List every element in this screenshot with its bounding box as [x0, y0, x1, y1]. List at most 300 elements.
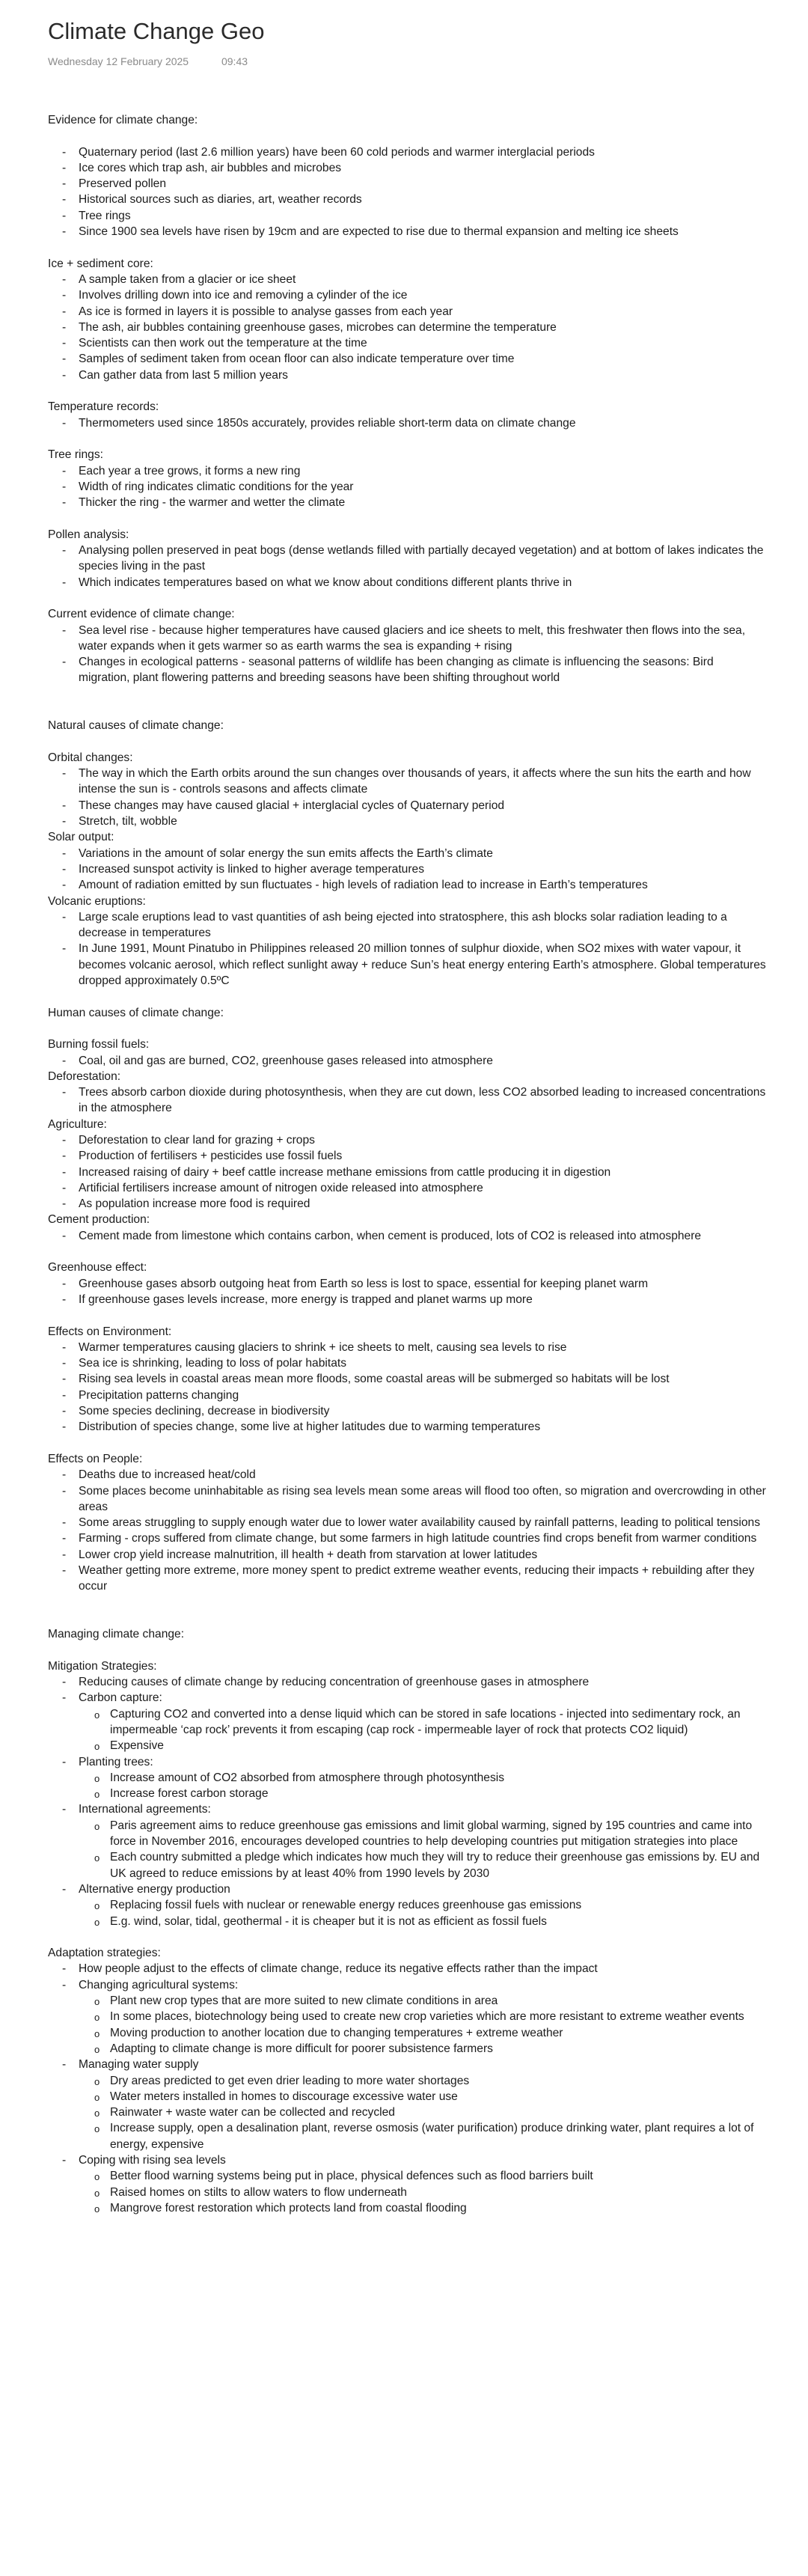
list-item-text: Some places become uninhabitable as rising sea levels mean some areas will flood too often, so migration and overcrowding in other areas: [79, 1484, 766, 1513]
list-item: [48, 543, 766, 575]
list-item: [48, 1355, 766, 1371]
list-item: [48, 495, 766, 510]
list-item: [48, 1403, 766, 1419]
sub-list-item-text: Increase supply, open a desalination plant, reverse osmosis (water purification) produce drinking water, plant requires a lot of energy, expensive: [110, 2122, 754, 2151]
list-item-text: Deforestation to clear land for grazing + crops: [79, 1134, 315, 1147]
section-heading: Natural causes of climate change:: [48, 719, 224, 733]
list-item-text: As population increase more food is required: [79, 1197, 310, 1211]
sub-list-item-text: E.g. wind, solar, tidal, geothermal - it is cheaper but it is not as efficient as fossil fuels: [110, 1914, 547, 1928]
blank-line: [48, 1244, 766, 1260]
section-heading: Deforestation:: [48, 1069, 121, 1083]
blank-line: [48, 686, 766, 702]
dash-bullet-icon: -: [62, 1134, 67, 1147]
list-item-text: Changing agricultural systems:: [79, 1978, 239, 1991]
bullet-list: [48, 1276, 766, 1308]
circle-bullet-icon: o: [94, 1852, 100, 1864]
list-item: [48, 1977, 766, 2057]
circle-bullet-icon: o: [94, 2027, 100, 2039]
note-body[interactable]: [48, 112, 766, 2216]
circle-bullet-icon: o: [94, 1789, 100, 1801]
list-item-text: Variations in the amount of solar energy the sun emits affects the Earth’s climate: [79, 846, 493, 860]
list-item: [48, 1515, 766, 1530]
blank-line: [48, 1643, 766, 1658]
list-item-text: Tree rings: [79, 209, 131, 222]
list-item: [48, 1674, 766, 1690]
dash-bullet-icon: -: [62, 1292, 67, 1306]
blank-line: [48, 1595, 766, 1611]
bullet-list: [48, 272, 766, 383]
list-item-text: Samples of sediment taken from ocean floor can also indicate temperature over time: [79, 352, 515, 366]
list-item: [48, 1563, 766, 1595]
dash-bullet-icon: -: [62, 209, 67, 222]
dash-bullet-icon: -: [62, 193, 67, 207]
bullet-list: [48, 1132, 766, 1212]
list-item: [48, 1801, 766, 1881]
list-item: [48, 320, 766, 335]
list-item: [48, 846, 766, 861]
dash-bullet-icon: -: [62, 1548, 67, 1561]
sub-bullet-list: [79, 1993, 766, 2057]
dash-bullet-icon: -: [62, 368, 67, 382]
list-item-text: Alternative energy production: [79, 1882, 230, 1896]
list-item: [48, 1165, 766, 1180]
list-item-text: The way in which the Earth orbits around the sun changes over thousands of years, it affects where the sun hits the earth and how intense the sun is - controls seasons and affects climate: [79, 767, 751, 796]
section-heading: Tree rings:: [48, 448, 103, 462]
list-item: [48, 208, 766, 224]
list-item-text: Large scale eruptions lead to vast quantities of ash being ejected into stratosphere, this ash blocks solar radiation leading to a decrease in temperatures: [79, 910, 727, 940]
bullet-list: [48, 1228, 766, 1244]
list-item-text: Ice cores which trap ash, air bubbles and microbes: [79, 161, 342, 174]
section-heading: Adaptation strategies:: [48, 1947, 161, 1960]
list-item: [48, 463, 766, 479]
dash-bullet-icon: -: [62, 879, 67, 892]
list-item: [48, 575, 766, 590]
sub-list-item: [79, 1849, 766, 1881]
sub-list-item: [79, 1738, 766, 1754]
dash-bullet-icon: -: [62, 1388, 67, 1402]
section-heading: Cement production:: [48, 1213, 150, 1227]
sub-list-item-text: Paris agreement aims to reduce greenhouse gas emissions and limit global warming, signed by 195 countries and came into force in November 2016, encourages developed countries to help developing countries put mitigation strategies into place: [110, 1819, 753, 1849]
sub-bullet-list: [79, 1897, 766, 1929]
circle-bullet-icon: o: [94, 1741, 100, 1753]
sub-bullet-list: [79, 1770, 766, 1802]
dash-bullet-icon: -: [62, 1691, 67, 1705]
sub-list-item-text: Rainwater + waste water can be collected and recycled: [110, 2106, 395, 2119]
blank-line: [48, 510, 766, 526]
sub-list-item-text: Expensive: [110, 1739, 164, 1753]
list-item-text: International agreements:: [79, 1803, 211, 1816]
list-item: [48, 1053, 766, 1069]
list-item-text: Precipitation patterns changing: [79, 1388, 239, 1402]
list-item-text: Warmer temperatures causing glaciers to shrink + ice sheets to melt, causing sea levels to rise: [79, 1340, 567, 1354]
list-item: [48, 1196, 766, 1212]
blank-line: [48, 1435, 766, 1451]
list-item-text: A sample taken from a glacier or ice sheet: [79, 272, 296, 286]
list-item-text: Involves drilling down into ice and removing a cylinder of the ice: [79, 289, 408, 302]
sub-list-item-text: Plant new crop types that are more suited to new climate conditions in area: [110, 1994, 498, 2008]
list-item-text: Trees absorb carbon dioxide during photosynthesis, when they are cut down, less CO2 absorbed leading to increased concentrations in the atmosphere: [79, 1086, 766, 1115]
circle-bullet-icon: o: [94, 2203, 100, 2215]
list-item: [48, 1276, 766, 1292]
dash-bullet-icon: -: [62, 1373, 67, 1386]
dash-bullet-icon: -: [62, 846, 67, 860]
sub-list-item: [79, 2185, 766, 2200]
list-item-text: Width of ring indicates climatic conditions for the year: [79, 480, 354, 493]
sub-list-item: [79, 2168, 766, 2184]
list-item: [48, 798, 766, 814]
bullet-list: [48, 1053, 766, 1069]
list-item: [48, 909, 766, 941]
list-item-text: Thermometers used since 1850s accurately, provides reliable short-term data on climate change: [79, 416, 576, 430]
sub-list-item: [79, 2200, 766, 2216]
sub-list-item: [79, 1993, 766, 2009]
dash-bullet-icon: -: [62, 1962, 67, 1976]
list-item: [48, 1419, 766, 1435]
list-item-text: Which indicates temperatures based on what we know about conditions different plants thrive in: [79, 576, 572, 589]
sub-list-item-text: Water meters installed in homes to discourage excessive water use: [110, 2090, 458, 2103]
list-item-text: Coping with rising sea levels: [79, 2154, 226, 2167]
section-heading: Current evidence of climate change:: [48, 608, 235, 621]
list-item-text: Reducing causes of climate change by reducing concentration of greenhouse gases in atmosphere: [79, 1676, 590, 1689]
sub-bullet-list: [79, 2168, 766, 2216]
list-item: [48, 1148, 766, 1164]
dash-bullet-icon: -: [62, 1340, 67, 1354]
dash-bullet-icon: -: [62, 2058, 67, 2072]
dash-bullet-icon: -: [62, 656, 67, 669]
sub-list-item-text: Capturing CO2 and converted into a dense liquid which can be stored in safe locations - injected into sedimentary rock, an impermeable ‘cap rock’ prevents it from escaping (cap rock - impermeable layer of rock that protects CO2 liquid): [110, 1707, 741, 1736]
list-item: [48, 2152, 766, 2216]
list-item-text: How people adjust to the effects of climate change, reduce its negative effects rather than the impact: [79, 1962, 598, 1976]
section-heading: Volcanic eruptions:: [48, 894, 146, 908]
list-item: [48, 766, 766, 798]
dash-bullet-icon: -: [62, 145, 67, 159]
blank-line: [48, 1611, 766, 1626]
section-heading: Effects on Environment:: [48, 1325, 172, 1338]
list-item: [48, 144, 766, 160]
sub-list-item-text: Moving production to another location due to changing temperatures + extreme weather: [110, 2026, 563, 2039]
circle-bullet-icon: o: [94, 2108, 100, 2119]
section-heading: Human causes of climate change:: [48, 1006, 224, 1019]
list-item-text: Distribution of species change, some live at higher latitudes due to warming temperatures: [79, 1420, 541, 1434]
dash-bullet-icon: -: [62, 1054, 67, 1067]
sub-list-item-text: Increase amount of CO2 absorbed from atmosphere through photosynthesis: [110, 1771, 505, 1784]
section-heading: Temperature records:: [48, 400, 159, 414]
sub-list-item-text: Dry areas predicted to get even drier leading to more water shortages: [110, 2074, 470, 2087]
section-heading: Ice + sediment core:: [48, 257, 153, 270]
list-item-text: Farming - crops suffered from climate change, but some farmers in high latitude countries find crops benefit from warmer conditions: [79, 1532, 757, 1545]
list-item-text: Analysing pollen preserved in peat bogs (dense wetlands filled with partially decayed vegetation) and at bottom of lakes indicates the species living in the past: [79, 544, 764, 573]
section-heading: Effects on People:: [48, 1452, 143, 1465]
list-item-text: Since 1900 sea levels have risen by 19cm and are expected to rise due to thermal expansion and melting ice sheets: [79, 225, 679, 239]
dash-bullet-icon: -: [62, 1468, 67, 1482]
list-item: [48, 351, 766, 367]
dash-bullet-icon: -: [62, 1420, 67, 1434]
list-item: [48, 1180, 766, 1196]
dash-bullet-icon: -: [62, 910, 67, 924]
list-item: [48, 877, 766, 893]
dash-bullet-icon: -: [62, 623, 67, 637]
list-item-text: Lower crop yield increase malnutrition, ill health + death from starvation at lower latitudes: [79, 1548, 538, 1561]
list-item: [48, 415, 766, 431]
section-heading: Agriculture:: [48, 1117, 107, 1131]
sub-list-item: [79, 2073, 766, 2089]
bullet-list: [48, 846, 766, 894]
circle-bullet-icon: o: [94, 1916, 100, 1928]
dash-bullet-icon: -: [62, 576, 67, 589]
dash-bullet-icon: -: [62, 352, 67, 366]
bullet-list: [48, 543, 766, 590]
bullet-list: [48, 909, 766, 989]
dash-bullet-icon: -: [62, 337, 67, 350]
bullet-list: [48, 1961, 766, 2216]
sub-list-item-text: Increase forest carbon storage: [110, 1787, 269, 1801]
bullet-list: [48, 1340, 766, 1435]
list-item: [48, 1690, 766, 1754]
list-item-text: Historical sources such as diaries, art, weather records: [79, 193, 362, 207]
sub-list-item-text: Better flood warning systems being put in place, physical defences such as flood barriers built: [110, 2170, 593, 2183]
list-item-text: Artificial fertilisers increase amount of nitrogen oxide released into atmosphere: [79, 1181, 483, 1194]
list-item-text: Can gather data from last 5 million years: [79, 368, 288, 382]
list-item-text: Scientists can then work out the temperature at the time: [79, 337, 367, 350]
dash-bullet-icon: -: [62, 1405, 67, 1418]
bullet-list: [48, 1674, 766, 1929]
list-item-text: These changes may have caused glacial + interglacial cycles of Quaternary period: [79, 799, 505, 812]
list-item: [48, 272, 766, 287]
bullet-list: [48, 1084, 766, 1117]
list-item: [48, 1388, 766, 1403]
list-item-text: Coal, oil and gas are burned, CO2, greenhouse gases released into atmosphere: [79, 1054, 493, 1067]
sub-list-item: [79, 2009, 766, 2024]
blank-line: [48, 702, 766, 718]
list-item-text: Managing water supply: [79, 2058, 199, 2072]
blank-line: [48, 239, 766, 255]
list-item: [48, 335, 766, 351]
bullet-list: [48, 623, 766, 686]
section-heading: Managing climate change:: [48, 1628, 185, 1641]
dash-bullet-icon: -: [62, 1532, 67, 1545]
dash-bullet-icon: -: [62, 1978, 67, 1991]
sub-list-item: [79, 1897, 766, 1913]
list-item: [48, 814, 766, 829]
dash-bullet-icon: -: [62, 767, 67, 781]
dash-bullet-icon: -: [62, 1181, 67, 1194]
list-item-text: Quaternary period (last 2.6 million years) have been 60 cold periods and warmer interglacial periods: [79, 145, 595, 159]
list-item: [48, 479, 766, 495]
circle-bullet-icon: o: [94, 2012, 100, 2024]
sub-list-item: [79, 2041, 766, 2057]
list-item: [48, 1132, 766, 1148]
sub-bullet-list: [79, 1818, 766, 1881]
sub-list-item: [79, 2120, 766, 2152]
sub-list-item: [79, 1818, 766, 1850]
sub-list-item: [79, 1706, 766, 1739]
dash-bullet-icon: -: [62, 1277, 67, 1290]
note-date: Wednesday 12 February 2025: [48, 55, 189, 67]
list-item: [48, 623, 766, 655]
dash-bullet-icon: -: [62, 177, 67, 191]
dash-bullet-icon: -: [62, 799, 67, 812]
dash-bullet-icon: -: [62, 1357, 67, 1370]
sub-list-item-text: Each country submitted a pledge which indicates how much they will try to reduce their greenhouse gas emissions by. EU and UK agreed to reduce emissions by at least 40% from 1990 levels by 2030: [110, 1851, 760, 1880]
dash-bullet-icon: -: [62, 862, 67, 876]
section-heading: Orbital changes:: [48, 751, 133, 764]
circle-bullet-icon: o: [94, 1900, 100, 1912]
list-item: [48, 1084, 766, 1117]
list-item-text: If greenhouse gases levels increase, more energy is trapped and planet warms up more: [79, 1292, 533, 1306]
section-heading: Evidence for climate change:: [48, 114, 198, 126]
sub-list-item: [79, 2089, 766, 2105]
list-item-text: Increased raising of dairy + beef cattle increase methane emissions from cattle producing it in digestion: [79, 1165, 611, 1179]
list-item: [48, 2057, 766, 2152]
list-item-text: Production of fertilisers + pesticides use fossil fuels: [79, 1150, 343, 1163]
list-item-text: In June 1991, Mount Pinatubo in Philippines released 20 million tonnes of sulphur dioxide, when SO2 mixes with water vapour, it becomes volcanic aerosol, which reflect sunlight away + reduce Sun’s heat energy entering Earth’s atmosphere. Global temperatures dropped approximately 0.5ºC: [79, 942, 766, 988]
dash-bullet-icon: -: [62, 942, 67, 956]
blank-line: [48, 734, 766, 750]
list-item-text: Each year a tree grows, it forms a new ring: [79, 464, 301, 477]
dash-bullet-icon: -: [62, 1803, 67, 1816]
section-heading: Pollen analysis:: [48, 528, 129, 541]
list-item-text: The ash, air bubbles containing greenhouse gases, microbes can determine the temperature: [79, 320, 557, 334]
sub-bullet-list: [79, 1706, 766, 1754]
list-item: [48, 1292, 766, 1307]
list-item: [48, 367, 766, 383]
list-item: [48, 1547, 766, 1563]
sub-list-item: [79, 1914, 766, 1929]
list-item: [48, 1530, 766, 1546]
list-item-text: Rising sea levels in coastal areas mean more floods, some coastal areas will be submerged so habitats will be lost: [79, 1373, 670, 1386]
list-item-text: Sea level rise - because higher temperatures have caused glaciers and ice sheets to melt, this freshwater then flows into the sea, water expands when it gets warmer so as earth warms the sea is expanding + rising: [79, 623, 746, 653]
blank-line: [48, 989, 766, 1004]
list-item-text: Changes in ecological patterns - seasonal patterns of wildlife has been changing as climate is influencing the seasons: Bird migration, plant flowering patterns and breeding seasons have been shifting throughout world: [79, 656, 714, 685]
section-heading: Mitigation Strategies:: [48, 1659, 157, 1673]
list-item: [48, 861, 766, 877]
dash-bullet-icon: -: [62, 544, 67, 558]
dash-bullet-icon: -: [62, 1086, 67, 1099]
list-item-text: Weather getting more extreme, more money spent to predict extreme weather events, reducing their impacts + rebuilding after they occur: [79, 1564, 755, 1593]
sub-list-item-text: Mangrove forest restoration which protects land from coastal flooding: [110, 2201, 467, 2215]
dash-bullet-icon: -: [62, 1197, 67, 1211]
circle-bullet-icon: o: [94, 2123, 100, 2135]
dash-bullet-icon: -: [62, 1229, 67, 1242]
list-item: [48, 1371, 766, 1387]
sub-list-item-text: Raised homes on stilts to allow waters to flow underneath: [110, 2185, 407, 2199]
dash-bullet-icon: -: [62, 305, 67, 318]
list-item-text: Cement made from limestone which contains carbon, when cement is produced, lots of CO2 is released into atmosphere: [79, 1229, 702, 1242]
circle-bullet-icon: o: [94, 2043, 100, 2055]
blank-line: [48, 431, 766, 447]
list-item: [48, 1467, 766, 1483]
list-item-text: Thicker the ring - the warmer and wetter the climate: [79, 496, 346, 510]
dash-bullet-icon: -: [62, 289, 67, 302]
note-meta: [48, 55, 248, 67]
circle-bullet-icon: o: [94, 2171, 100, 2183]
section-heading: Greenhouse effect:: [48, 1261, 147, 1275]
list-item-text: Some species declining, decrease in biodiversity: [79, 1405, 330, 1418]
dash-bullet-icon: -: [62, 480, 67, 493]
circle-bullet-icon: o: [94, 2075, 100, 2087]
list-item: [48, 287, 766, 303]
dash-bullet-icon: -: [62, 1564, 67, 1578]
list-item: [48, 1754, 766, 1802]
sub-list-item-text: Replacing fossil fuels with nuclear or renewable energy reduces greenhouse gas emissions: [110, 1899, 582, 1912]
list-item-text: Carbon capture:: [79, 1691, 162, 1705]
circle-bullet-icon: o: [94, 1820, 100, 1832]
dash-bullet-icon: -: [62, 1676, 67, 1689]
list-item: [48, 1483, 766, 1516]
bullet-list: [48, 144, 766, 240]
circle-bullet-icon: o: [94, 2187, 100, 2199]
sub-list-item: [79, 1786, 766, 1801]
list-item-text: Planting trees:: [79, 1755, 153, 1768]
list-item: [48, 654, 766, 686]
dash-bullet-icon: -: [62, 1484, 67, 1498]
blank-line: [48, 1307, 766, 1323]
dash-bullet-icon: -: [62, 1150, 67, 1163]
blank-line: [48, 1021, 766, 1037]
list-item: [48, 1881, 766, 1929]
list-item-text: Some areas struggling to supply enough water due to lower water availability caused by rainfall patterns, leading to political tensions: [79, 1516, 761, 1530]
list-item: [48, 941, 766, 989]
list-item: [48, 1228, 766, 1244]
circle-bullet-icon: o: [94, 1996, 100, 2008]
dash-bullet-icon: -: [62, 1755, 67, 1768]
dash-bullet-icon: -: [62, 225, 67, 239]
list-item-text: Increased sunspot activity is linked to higher average temperatures: [79, 862, 424, 876]
sub-list-item-text: Adapting to climate change is more difficult for poorer subsistence farmers: [110, 2042, 493, 2055]
dash-bullet-icon: -: [62, 496, 67, 510]
list-item: [48, 1340, 766, 1355]
list-item: [48, 1961, 766, 1977]
dash-bullet-icon: -: [62, 464, 67, 477]
note-title[interactable]: Climate Change Geo: [48, 18, 265, 44]
dash-bullet-icon: -: [62, 815, 67, 828]
circle-bullet-icon: o: [94, 1772, 100, 1784]
bullet-list: [48, 463, 766, 511]
list-item-text: Amount of radiation emitted by sun fluctuates - high levels of radiation lead to increase in Earth’s temperatures: [79, 879, 648, 892]
circle-bullet-icon: o: [94, 1709, 100, 1721]
note-time: 09:43: [221, 55, 248, 67]
blank-line: [48, 383, 766, 399]
list-item: [48, 224, 766, 239]
bullet-list: [48, 415, 766, 431]
list-item-text: Stretch, tilt, wobble: [79, 815, 177, 828]
list-item-text: Deaths due to increased heat/cold: [79, 1468, 256, 1482]
blank-line: [48, 590, 766, 606]
sub-list-item: [79, 2025, 766, 2041]
dash-bullet-icon: -: [62, 416, 67, 430]
section-heading: Solar output:: [48, 831, 114, 844]
list-item: [48, 304, 766, 320]
dash-bullet-icon: -: [62, 320, 67, 334]
list-item-text: Sea ice is shrinking, leading to loss of polar habitats: [79, 1357, 346, 1370]
list-item-text: Greenhouse gases absorb outgoing heat from Earth so less is lost to space, essential for keeping planet warm: [79, 1277, 649, 1290]
dash-bullet-icon: -: [62, 1516, 67, 1530]
blank-line: [48, 128, 766, 144]
list-item: [48, 176, 766, 192]
sub-bullet-list: [79, 2073, 766, 2152]
dash-bullet-icon: -: [62, 1165, 67, 1179]
dash-bullet-icon: -: [62, 1882, 67, 1896]
list-item-text: As ice is formed in layers it is possible to analyse gasses from each year: [79, 305, 453, 318]
dash-bullet-icon: -: [62, 161, 67, 174]
sub-list-item: [79, 1770, 766, 1786]
bullet-list: [48, 1467, 766, 1594]
dash-bullet-icon: -: [62, 272, 67, 286]
list-item-text: Preserved pollen: [79, 177, 167, 191]
dash-bullet-icon: -: [62, 2154, 67, 2167]
section-heading: Burning fossil fuels:: [48, 1038, 150, 1052]
sub-list-item: [79, 2105, 766, 2120]
